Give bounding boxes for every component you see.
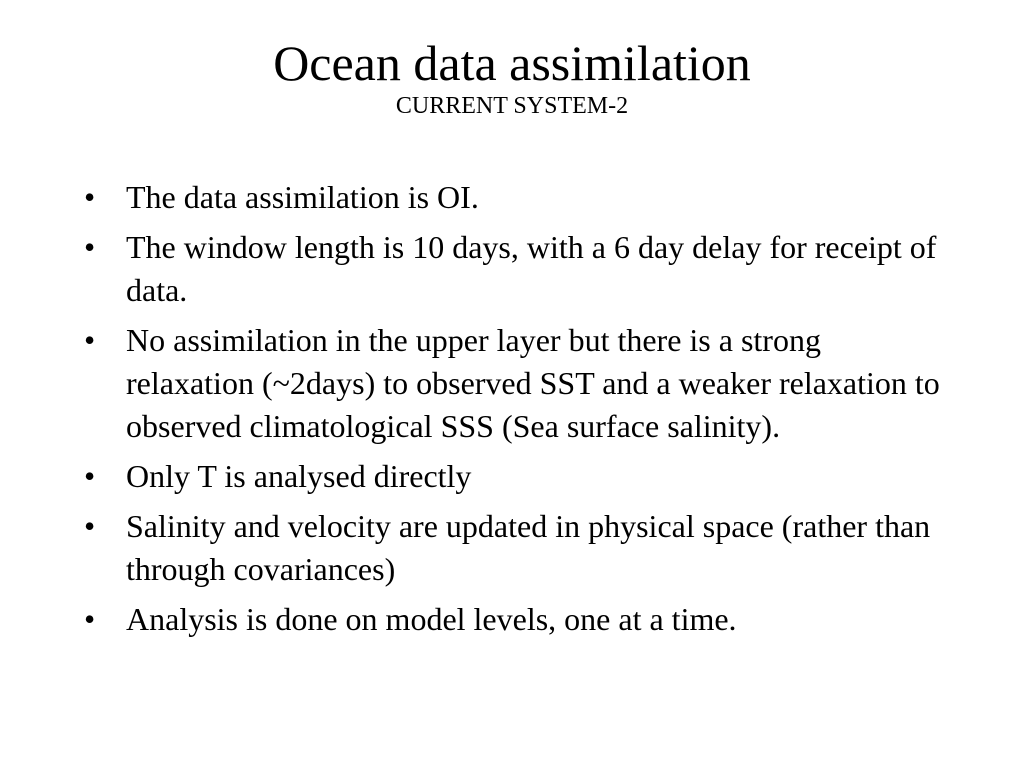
- bullet-icon: •: [84, 179, 96, 215]
- slide-title: Ocean data assimilation: [273, 35, 751, 91]
- bullet-item: [84, 226, 954, 312]
- bullet-item: [84, 598, 954, 641]
- bullet-list: [84, 176, 954, 648]
- bullet-text: The data assimilation is OI.: [126, 179, 479, 215]
- bullet-text: Only T is analysed directly: [126, 458, 472, 494]
- slide-subtitle: CURRENT SYSTEM-2: [395, 93, 629, 119]
- bullet-text: Salinity and velocity are updated in physical space (rather than through covariances): [126, 508, 931, 587]
- bullet-icon: •: [84, 229, 96, 265]
- bullet-text: The window length is 10 days, with a 6 day delay for receipt of data.: [126, 229, 937, 308]
- bullet-icon: •: [84, 322, 96, 358]
- bullet-item: [84, 319, 954, 448]
- bullet-text: No assimilation in the upper layer but there is a strong relaxation (~2days) to observed SST and a weaker relaxation to observed climatological SSS (Sea surface salinity).: [126, 322, 940, 444]
- bullet-text: Analysis is done on model levels, one at a time.: [126, 601, 737, 637]
- title-block: [0, 34, 1024, 120]
- bullet-icon: •: [84, 508, 96, 544]
- bullet-icon: •: [84, 458, 96, 494]
- bullet-item: [84, 455, 954, 498]
- bullet-icon: •: [84, 601, 96, 637]
- bullet-item: [84, 505, 954, 591]
- bullet-item: [84, 176, 954, 219]
